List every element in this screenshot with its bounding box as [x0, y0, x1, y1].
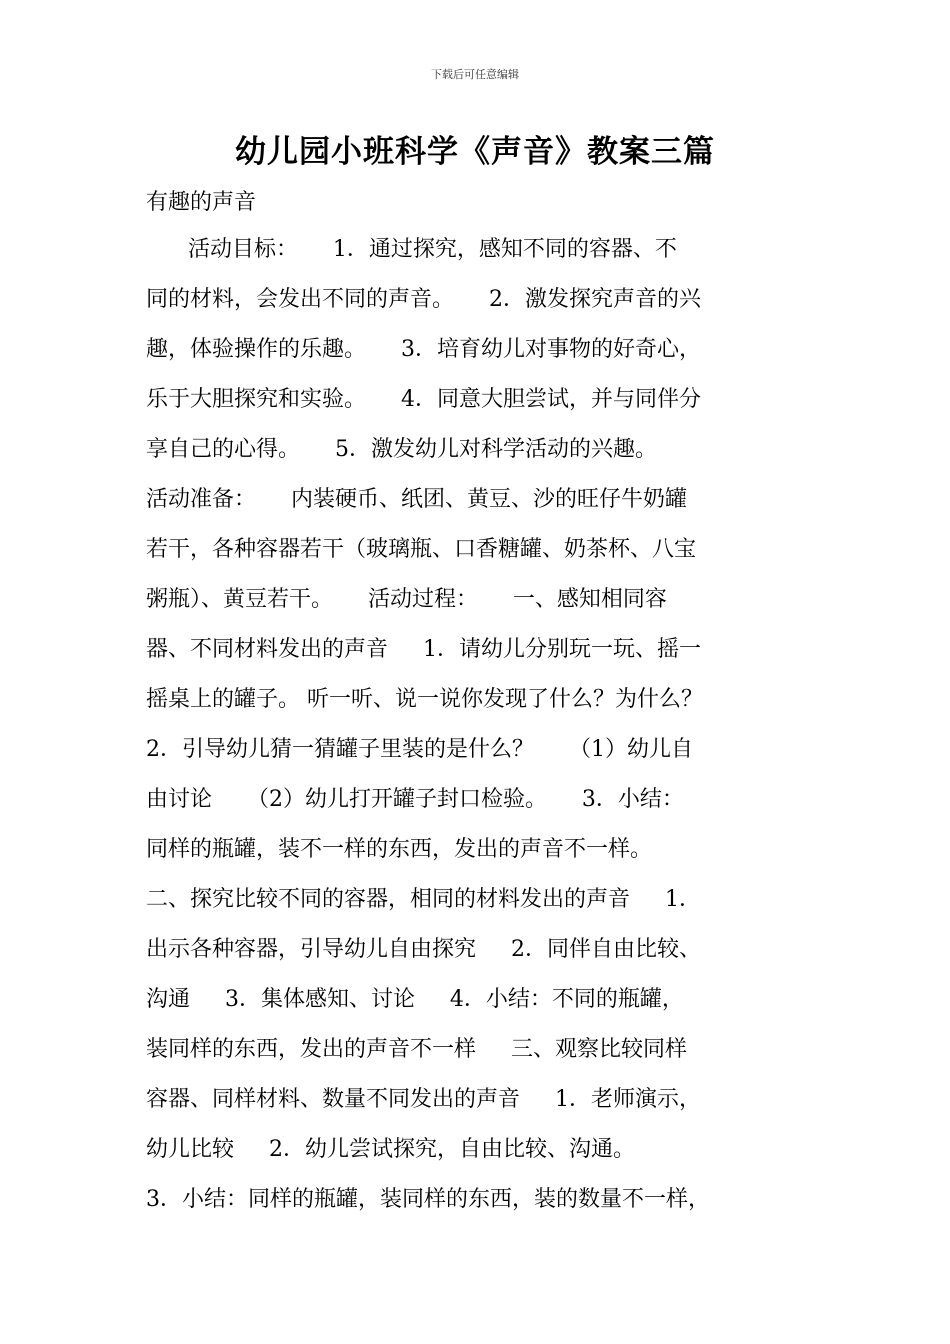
text-line: 乐于大胆探究和实验。 4．同意大胆尝试，并与同伴分: [146, 387, 701, 412]
text-line: 活动目标： 1．通过探究，感知不同的容器、不: [146, 237, 677, 262]
text-line: 同样的瓶罐，装不一样的东西，发出的声音不一样。: [146, 837, 653, 862]
text-line: 二、探究比较不同的容器，相同的材料发出的声音 1．: [146, 887, 701, 912]
text-line: 容器、同样材料、数量不同发出的声音 1．老师演示，: [146, 1087, 701, 1112]
text-line: 3．小结：同样的瓶罐，装同样的东西，装的数量不一样，: [146, 1187, 710, 1212]
text-line: 出示各种容器，引导幼儿自由探究 2．同伴自由比较、: [146, 937, 701, 962]
text-line: 享自己的心得。 5．激发幼儿对科学活动的兴趣。: [146, 437, 657, 462]
text-line: 活动准备： 内装硬币、纸团、黄豆、沙的旺仔牛奶罐: [146, 487, 687, 512]
body-text: [146, 225, 806, 1225]
text-line: 沟通 3．集体感知、讨论 4．小结：不同的瓶罐，: [146, 987, 684, 1012]
text-line: 若干，各种容器若干（玻璃瓶、口香糖罐、奶茶杯、八宝: [146, 537, 697, 562]
text-line: 幼儿比较 2．幼儿尝试探究，自由比较、沟通。: [146, 1137, 635, 1162]
section-subtitle: 有趣的声音: [146, 190, 257, 215]
page-title: 幼儿园小班科学《声音》教案三篇: [235, 134, 715, 170]
text-line: 粥瓶）、黄豆若干。 活动过程： 一、感知相同容: [146, 587, 667, 612]
text-line: 2．引导幼儿猜一猜罐子里装的是什么？ （1）幼儿自: [146, 737, 693, 762]
text-line: 趣，体验操作的乐趣。 3．培育幼儿对事物的好奇心，: [146, 337, 701, 362]
header-note: 下载后可任意编辑: [431, 68, 519, 81]
text-line: 同的材料，会发出不同的声音。 2．激发探究声音的兴: [146, 287, 701, 312]
text-line: 装同样的东西，发出的声音不一样 三、观察比较同样: [146, 1037, 687, 1062]
text-line: 摇桌上的罐子。 听一听、说一说你发现了什么？为什么？: [146, 687, 703, 712]
text-line: 器、不同材料发出的声音 1．请幼儿分别玩一玩、摇一: [146, 637, 701, 662]
text-line: 由讨论 （2）幼儿打开罐子封口检验。 3．小结：: [146, 787, 684, 812]
